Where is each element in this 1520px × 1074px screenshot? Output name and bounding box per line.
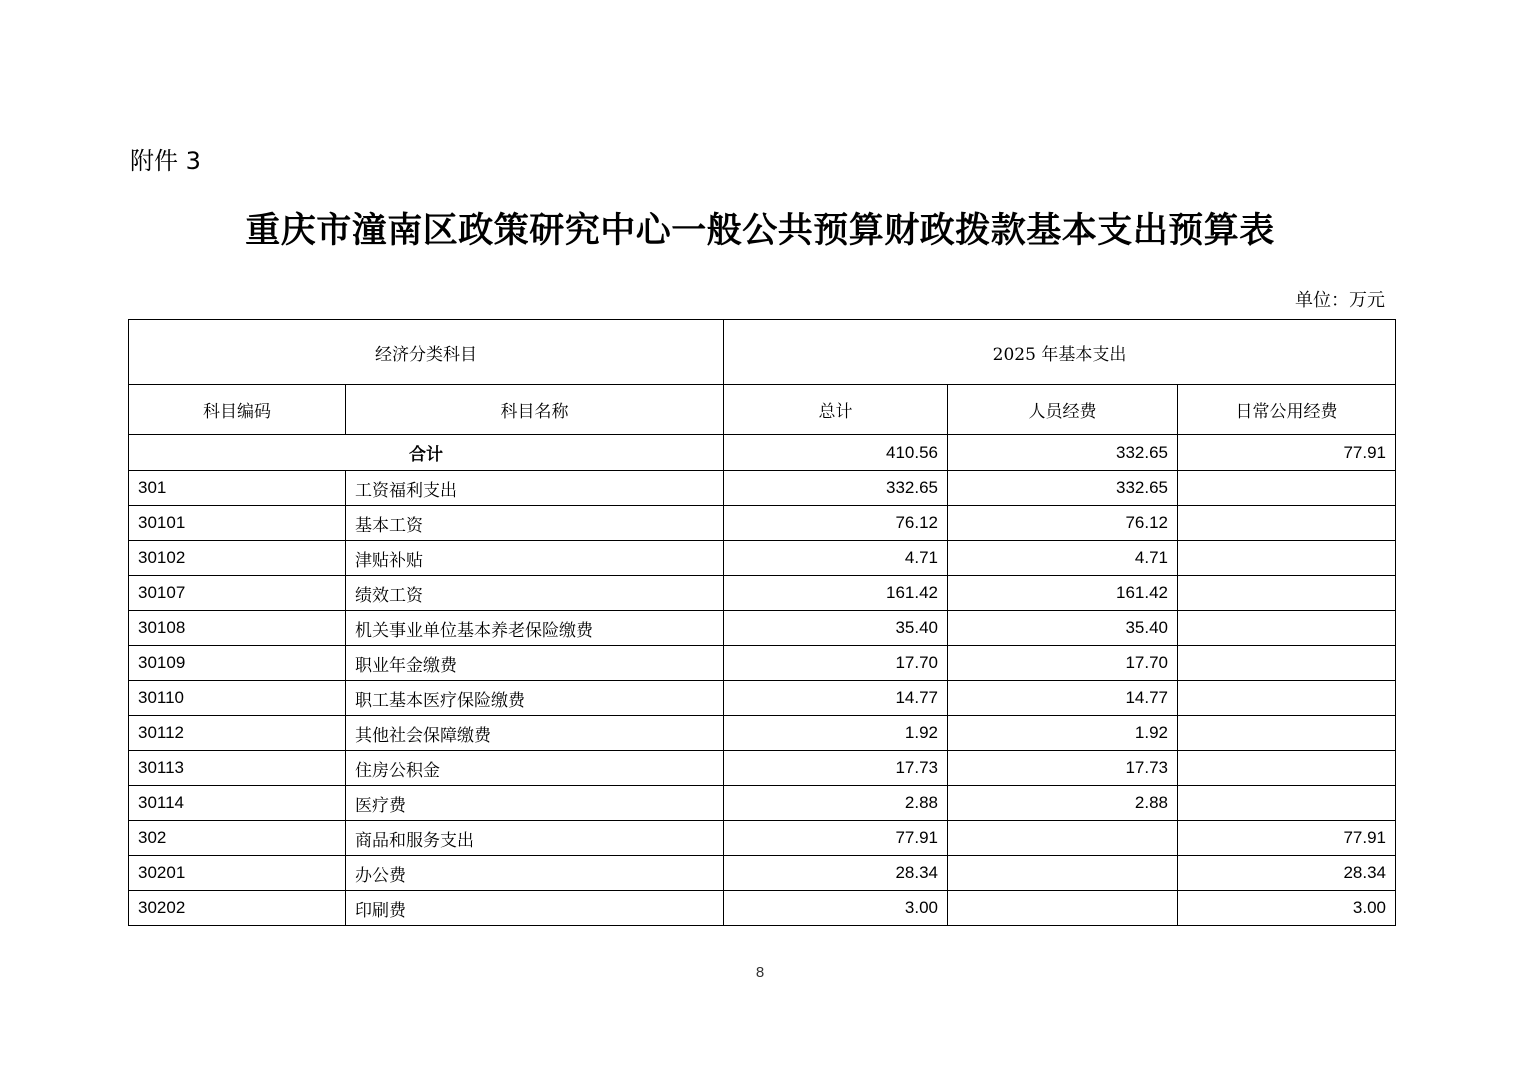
cell-name: 住房公积金 xyxy=(346,751,724,786)
cell-code: 30109 xyxy=(129,646,346,681)
total-total: 410.56 xyxy=(724,435,948,471)
cell-code: 30101 xyxy=(129,506,346,541)
cell-public xyxy=(1178,506,1396,541)
cell-public xyxy=(1178,681,1396,716)
cell-name: 职业年金缴费 xyxy=(346,646,724,681)
cell-code: 30114 xyxy=(129,786,346,821)
column-header-code: 科目编码 xyxy=(129,385,346,435)
cell-code: 30202 xyxy=(129,891,346,926)
cell-name: 绩效工资 xyxy=(346,576,724,611)
cell-total: 76.12 xyxy=(724,506,948,541)
cell-code: 30201 xyxy=(129,856,346,891)
cell-personnel xyxy=(948,891,1178,926)
cell-public xyxy=(1178,716,1396,751)
cell-public xyxy=(1178,541,1396,576)
budget-table xyxy=(128,319,1396,926)
cell-total: 4.71 xyxy=(724,541,948,576)
cell-code: 30107 xyxy=(129,576,346,611)
document-title: 重庆市潼南区政策研究中心一般公共预算财政拨款基本支出预算表 xyxy=(245,210,1275,251)
column-header-total: 总计 xyxy=(724,385,948,435)
table-row xyxy=(129,506,1396,541)
cell-personnel: 332.65 xyxy=(948,471,1178,506)
cell-name: 商品和服务支出 xyxy=(346,821,724,856)
total-public: 77.91 xyxy=(1178,435,1396,471)
cell-name: 工资福利支出 xyxy=(346,471,724,506)
cell-name: 职工基本医疗保险缴费 xyxy=(346,681,724,716)
table-row xyxy=(129,891,1396,926)
cell-code: 30102 xyxy=(129,541,346,576)
cell-total: 3.00 xyxy=(724,891,948,926)
cell-public xyxy=(1178,471,1396,506)
cell-personnel xyxy=(948,856,1178,891)
cell-personnel: 161.42 xyxy=(948,576,1178,611)
table-row xyxy=(129,646,1396,681)
cell-personnel: 76.12 xyxy=(948,506,1178,541)
cell-total: 77.91 xyxy=(724,821,948,856)
table-row xyxy=(129,471,1396,506)
unit-label: 单位：万元 xyxy=(1295,290,1385,311)
cell-public: 28.34 xyxy=(1178,856,1396,891)
cell-personnel: 2.88 xyxy=(948,786,1178,821)
column-header-public: 日常公用经费 xyxy=(1178,385,1396,435)
cell-code: 301 xyxy=(129,471,346,506)
total-row xyxy=(129,435,1396,471)
cell-total: 2.88 xyxy=(724,786,948,821)
cell-personnel: 1.92 xyxy=(948,716,1178,751)
column-header-name: 科目名称 xyxy=(346,385,724,435)
cell-total: 1.92 xyxy=(724,716,948,751)
cell-code: 30108 xyxy=(129,611,346,646)
cell-personnel: 17.73 xyxy=(948,751,1178,786)
cell-total: 17.73 xyxy=(724,751,948,786)
cell-personnel: 35.40 xyxy=(948,611,1178,646)
table-row xyxy=(129,786,1396,821)
cell-public: 77.91 xyxy=(1178,821,1396,856)
cell-total: 332.65 xyxy=(724,471,948,506)
cell-total: 161.42 xyxy=(724,576,948,611)
cell-name: 津贴补贴 xyxy=(346,541,724,576)
cell-name: 其他社会保障缴费 xyxy=(346,716,724,751)
table-row xyxy=(129,576,1396,611)
column-header-row xyxy=(129,385,1396,435)
cell-total: 35.40 xyxy=(724,611,948,646)
column-header-personnel: 人员经费 xyxy=(948,385,1178,435)
cell-public xyxy=(1178,751,1396,786)
group-header-row xyxy=(129,320,1396,385)
cell-name: 印刷费 xyxy=(346,891,724,926)
cell-personnel: 14.77 xyxy=(948,681,1178,716)
table-row xyxy=(129,856,1396,891)
year-basic-expenditure-header: 2025 年基本支出 xyxy=(724,320,1396,385)
table-row xyxy=(129,751,1396,786)
cell-name: 基本工资 xyxy=(346,506,724,541)
cell-code: 30112 xyxy=(129,716,346,751)
cell-personnel xyxy=(948,821,1178,856)
page-number: 8 xyxy=(755,964,765,981)
cell-public: 3.00 xyxy=(1178,891,1396,926)
cell-personnel: 17.70 xyxy=(948,646,1178,681)
cell-personnel: 4.71 xyxy=(948,541,1178,576)
cell-public xyxy=(1178,611,1396,646)
table-row xyxy=(129,821,1396,856)
cell-code: 30113 xyxy=(129,751,346,786)
cell-total: 28.34 xyxy=(724,856,948,891)
cell-name: 机关事业单位基本养老保险缴费 xyxy=(346,611,724,646)
cell-public xyxy=(1178,646,1396,681)
table-row xyxy=(129,541,1396,576)
cell-code: 30110 xyxy=(129,681,346,716)
cell-name: 医疗费 xyxy=(346,786,724,821)
cell-code: 302 xyxy=(129,821,346,856)
attachment-label: 附件 3 xyxy=(130,147,201,175)
cell-total: 14.77 xyxy=(724,681,948,716)
cell-name: 办公费 xyxy=(346,856,724,891)
cell-public xyxy=(1178,786,1396,821)
cell-total: 17.70 xyxy=(724,646,948,681)
table-row xyxy=(129,716,1396,751)
total-label: 合计 xyxy=(129,435,724,471)
table-row xyxy=(129,611,1396,646)
cell-public xyxy=(1178,576,1396,611)
economic-category-header: 经济分类科目 xyxy=(129,320,724,385)
table-row xyxy=(129,681,1396,716)
total-personnel: 332.65 xyxy=(948,435,1178,471)
